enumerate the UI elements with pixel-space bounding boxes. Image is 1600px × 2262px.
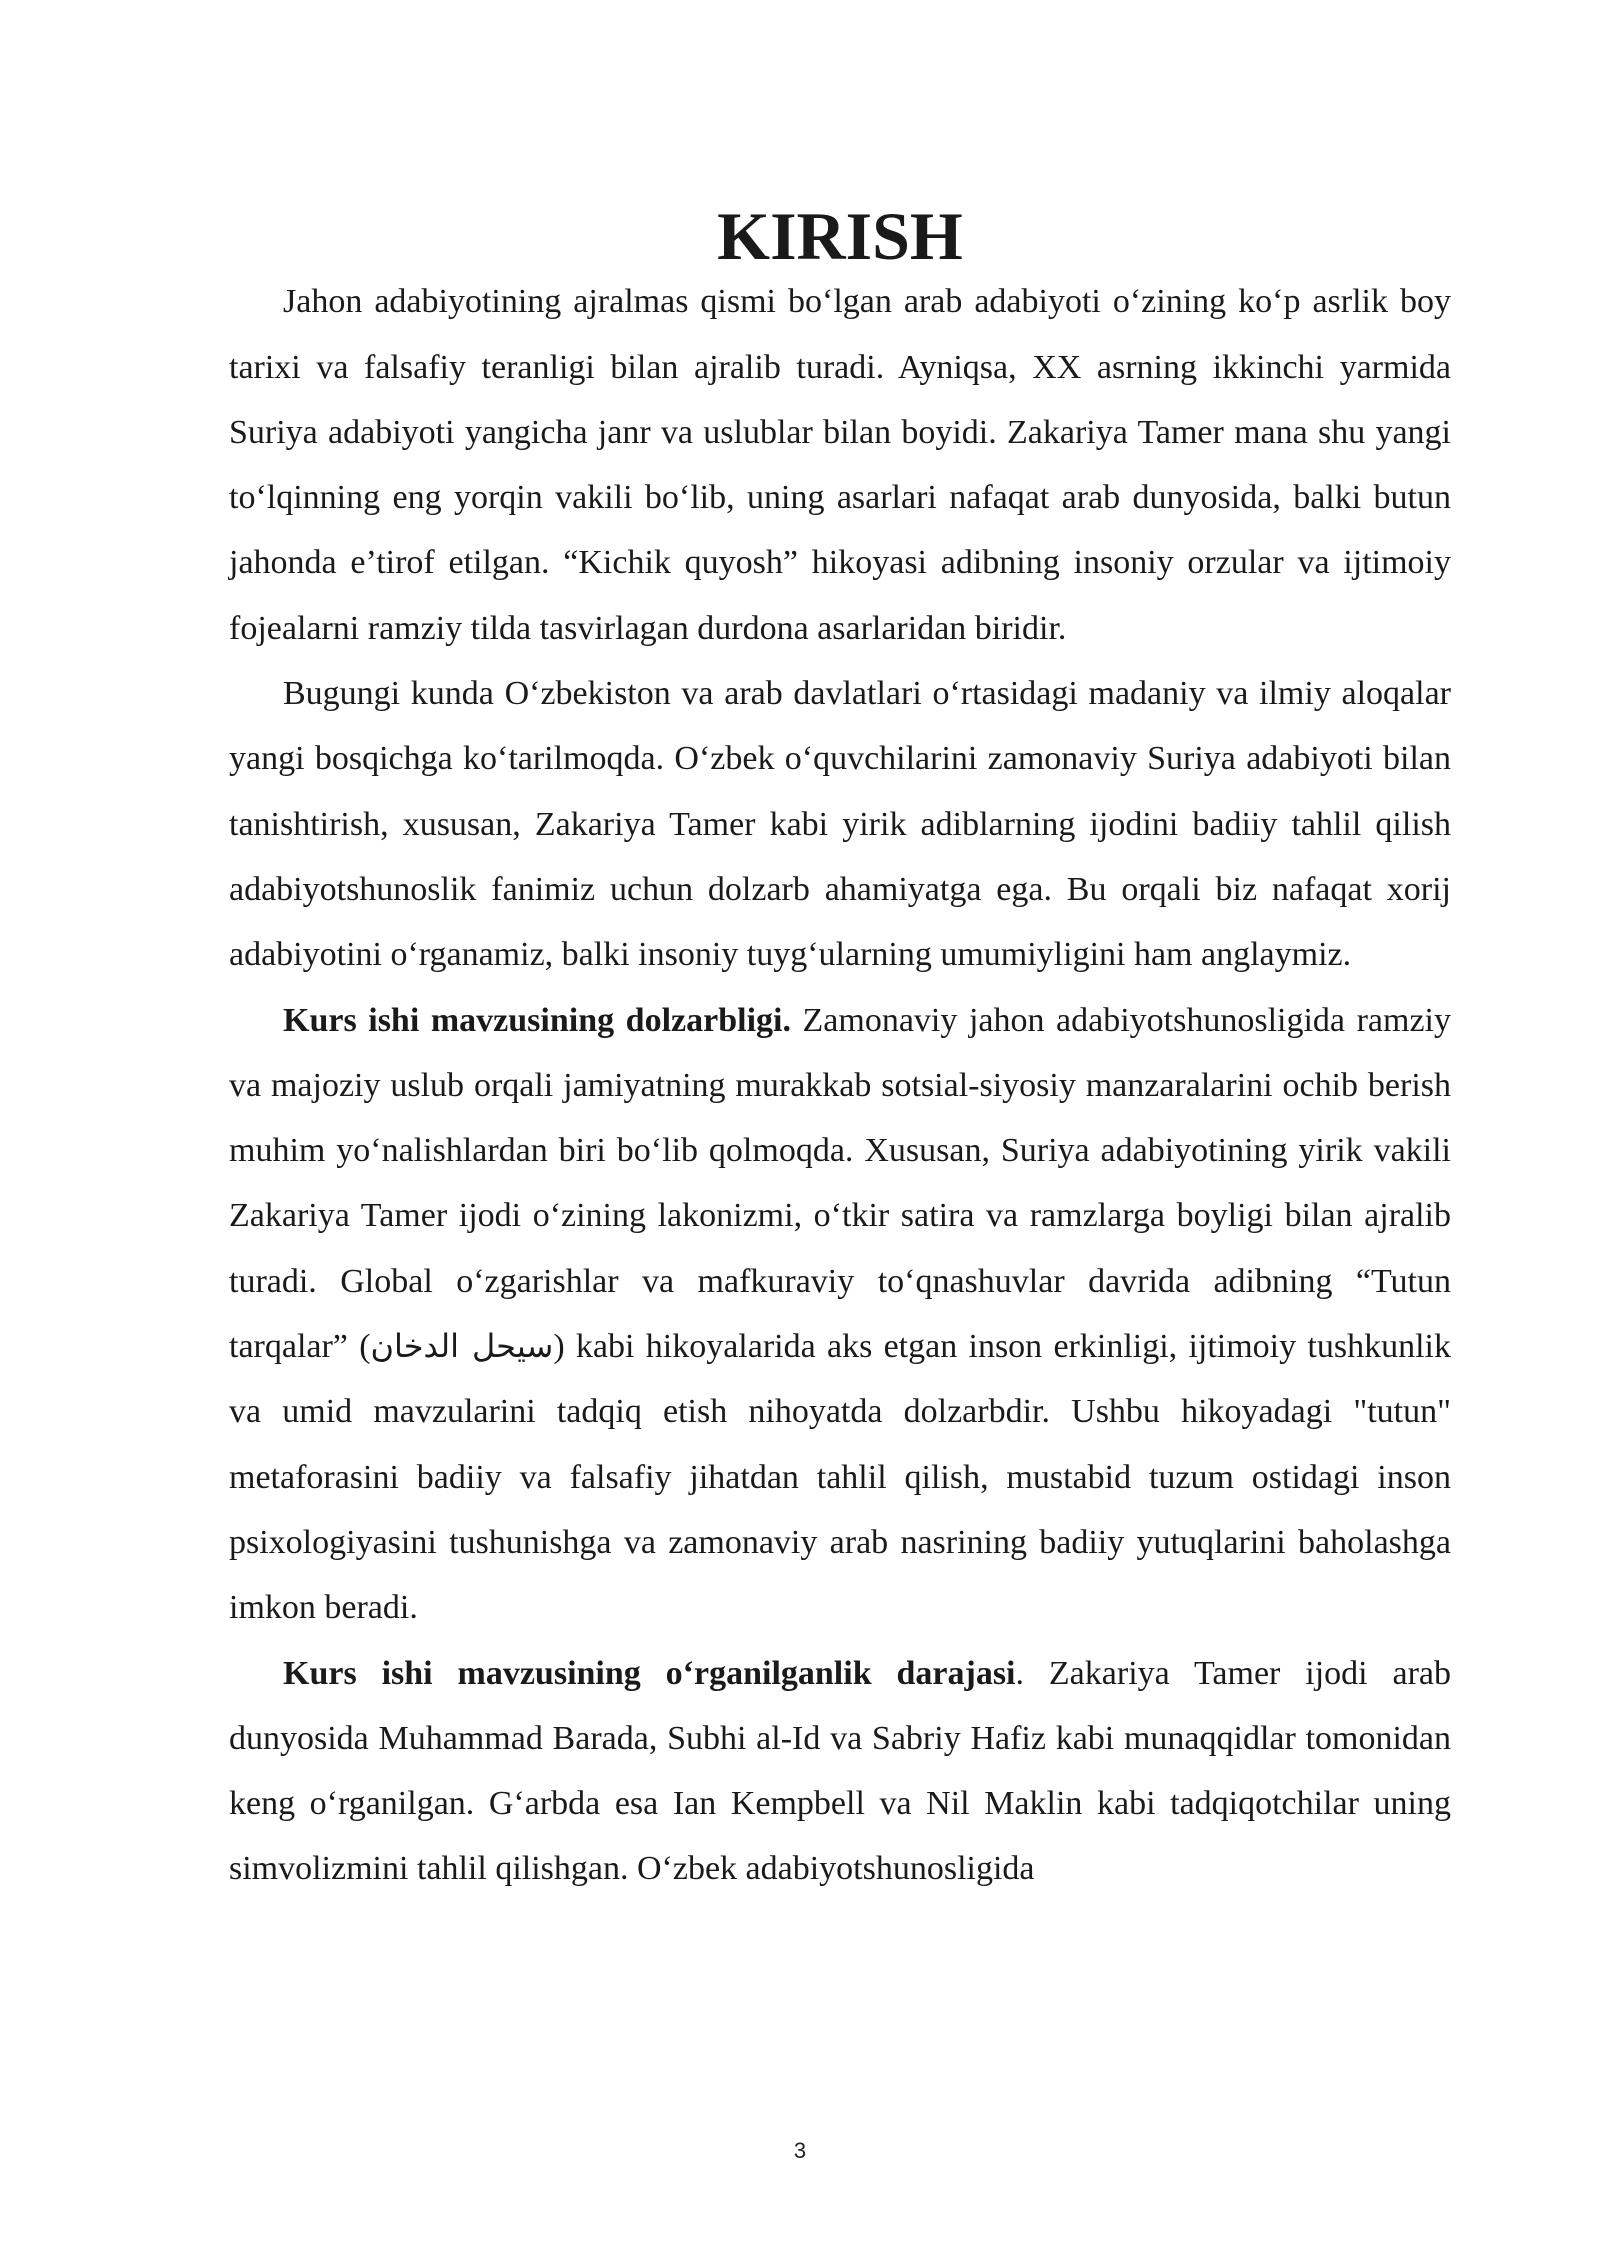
paragraph-intro	[229, 269, 1451, 661]
document-body	[229, 198, 1451, 1902]
paragraph-relevance	[229, 988, 1451, 1641]
paragraph-study-level	[229, 1641, 1451, 1902]
paragraph-text: ) kabi hikoyalarida aks etgan inson erkinligi, ijtimoiy tushkunlik va umid mavzularini tadqiq etish nihoyatda dolzarbdir. Ushbu hikoyadagi "tutun" metaforasini badiiy va falsafiy jihatdan tahlil qilish, mustabid tuzum ostidagi inson psixologiyasini tushunishga va zamonaviy arab nasrining badiiy yutuqlarini baholashga imkon beradi.	[229, 1328, 1451, 1627]
page-title: KIRISH	[717, 198, 963, 274]
page-number: 3	[793, 2138, 807, 2163]
paragraph-lead-heading: Kurs ishi mavzusining dolzarbligi.	[283, 1001, 791, 1039]
paragraph-relations	[229, 661, 1451, 987]
paragraph-text: . Zakariya Tamer ijodi arab dunyosida Muhammad Barada, Subhi al-Id va Sabriy Hafiz kabi munaqqidlar tomonidan keng o‘rganilgan. G‘arbda esa Ian Kempbell va Nil Maklin kabi tadqiqotchilar uning simvolizmini tahlil qilishgan. O‘zbek adabiyotshunosligida	[229, 1654, 1451, 1888]
paragraph-text: Bugungi kunda O‘zbekiston va arab davlatlari o‘rtasidagi madaniy va ilmiy aloqalar yangi bosqichga ko‘tarilmoqda. O‘zbek o‘quvchilarini zamonaviy Suriya adabiyoti bilan tanishtirish, xususan, Zakariya Tamer kabi yirik adiblarning ijodini badiiy tahlil qilish adabiyotshunoslik fanimiz uchun dolzarb ahamiyatga ega. Bu orqali biz nafaqat xorij adabiyotini o‘rganamiz, balki insoniy tuyg‘ularning umumiyligini ham anglaymiz.	[229, 675, 1451, 974]
paragraph-text: Zamonaviy jahon adabiyotshunosligida ramziy va majoziy uslub orqali jamiyatning murakkab sotsial-siyosiy manzaralarini ochib berish muhim yo‘nalishlardan biri bo‘lib qolmoqda. Xususan, Suriya adabiyotining yirik vakili Zakariya Tamer ijodi o‘zining lakonizmi, o‘tkir satira va ramzlarga boyligi bilan ajralib turadi. Global o‘zgarishlar va mafkuraviy to‘qnashuvlar davrida adibning “Tutun tarqalar” (	[229, 1001, 1451, 1366]
arabic-title: سيحل الدخان	[370, 1327, 554, 1366]
paragraph-lead-heading: Kurs ishi mavzusining o‘rganilganlik darajasi	[283, 1654, 1016, 1692]
paragraph-text: Jahon adabiyotining ajralmas qismi bo‘lgan arab adabiyoti o‘zining ko‘p asrlik boy tarixi va falsafiy teranligi bilan ajralib turadi. Ayniqsa, XX asrning ikkinchi yarmida Suriya adabiyoti yangicha janr va uslublar bilan boyidi. Zakariya Tamer mana shu yangi to‘lqinning eng yorqin vakili bo‘lib, uning asarlari nafaqat arab dunyosida, balki butun jahonda e’tirof etilgan. “Kichik quyosh” hikoyasi adibning insoniy orzular va ijtimoiy fojealarni ramziy tilda tasvirlagan durdona asarlaridan biridir.	[229, 283, 1451, 647]
